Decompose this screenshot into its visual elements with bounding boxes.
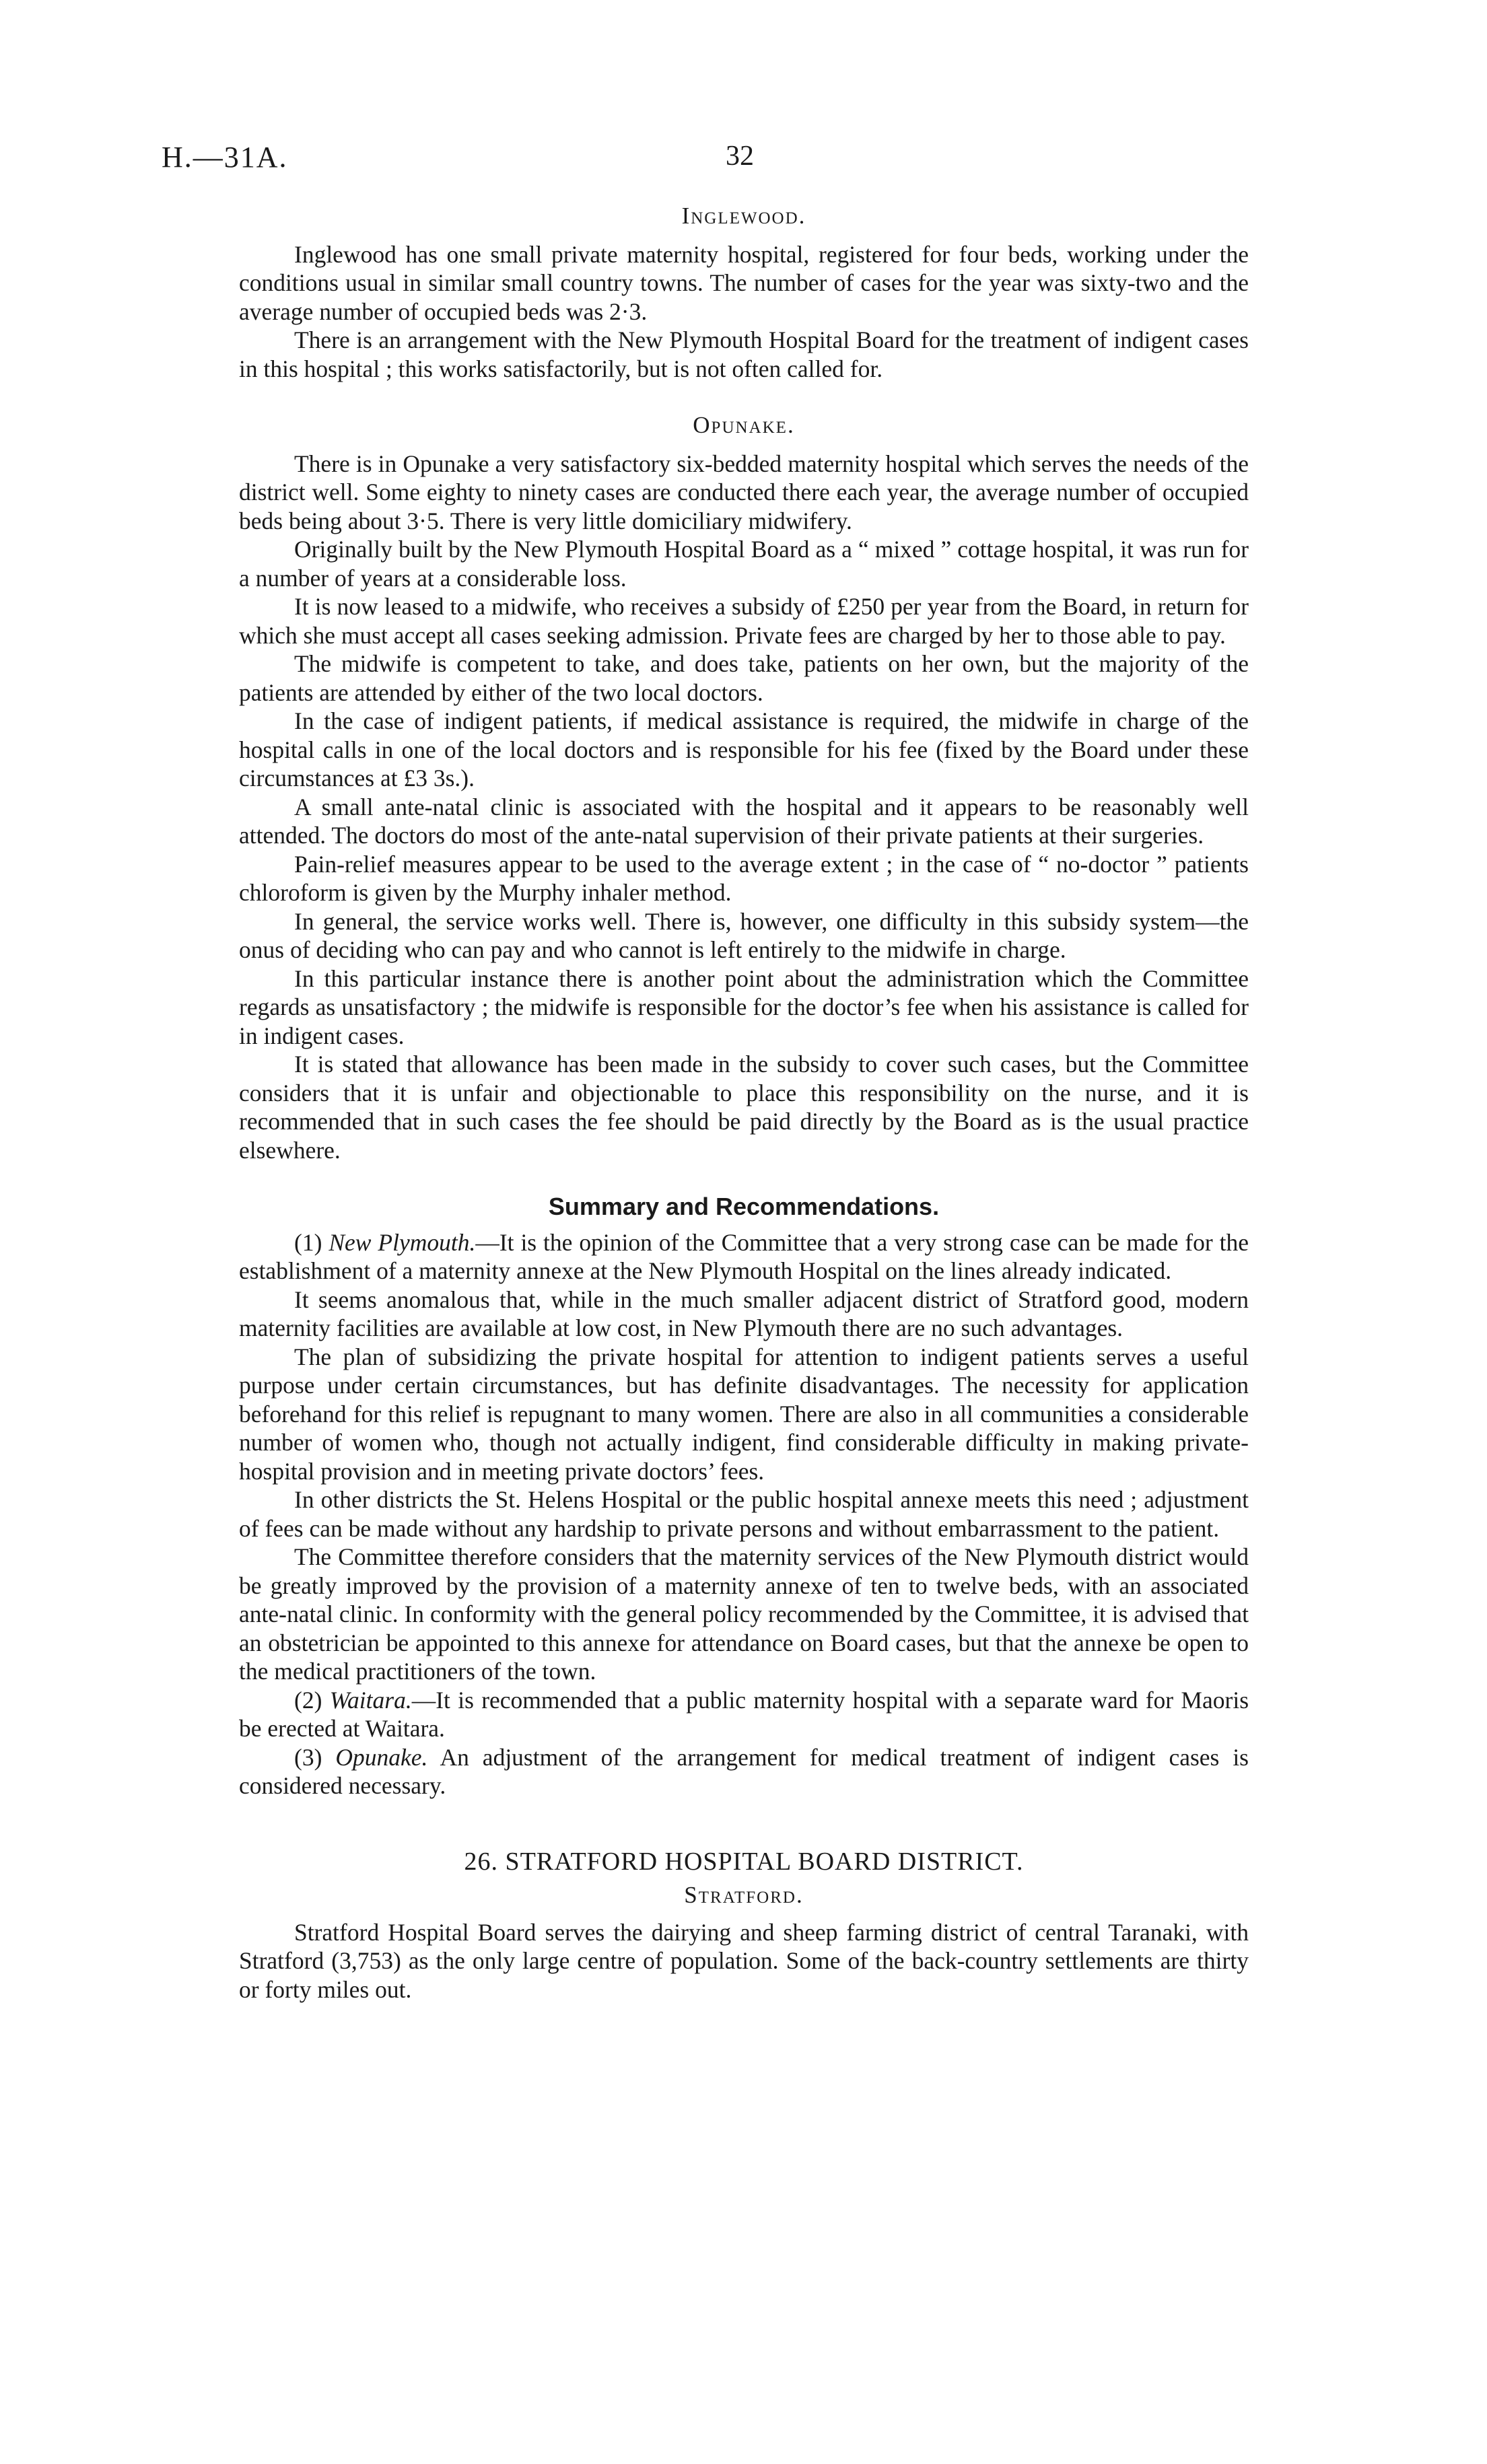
section-heading-opunake: Opunake.	[693, 412, 795, 438]
document-reference: H.—31A.	[162, 141, 288, 174]
section-heading-summary: Summary and Recommendations.	[548, 1193, 940, 1220]
paragraph: In general, the service works well. There is, however, one difficulty in this subsidy system—the onus of deciding who can pay and who cannot is left entirely to the midwife in charge.	[239, 907, 1249, 963]
recommendation-3	[239, 1743, 1249, 1800]
page-number: 32	[726, 141, 754, 172]
paragraph: There is in Opunake a very satisfactory six-bedded maternity hospital which serves the needs of the district well. Some eighty to ninety cases are conducted there each year, the average number of occupied beds being about 3·5. There is very little domiciliary midwifery.	[239, 450, 1249, 534]
recommendation-number: (2)	[294, 1686, 322, 1714]
paragraph: Pain-relief measures appear to be used to the average extent ; in the case of “ no-doctor ” patients chloroform is given by the Murphy inhaler method.	[239, 850, 1249, 906]
paragraph: Stratford Hospital Board serves the dairying and sheep farming district of central Taranaki, with Stratford (3,753) as the only large centre of population. Some of the back-country settlements are thirty or forty miles out.	[239, 1918, 1249, 2003]
section-heading-inglewood: Inglewood.	[681, 203, 806, 229]
recommendation-number: (1)	[294, 1228, 322, 1256]
recommendation-1	[239, 1228, 1249, 1286]
paragraph: In the case of indigent patients, if medical assistance is required, the midwife in charge of the hospital calls in one of the local doctors and is responsible for his fee (fixed by the Board under these circumstances at £3 3s.).	[239, 707, 1249, 791]
paragraph: The midwife is competent to take, and does take, patients on her own, but the majority of the patients are attended by either of the two local doctors.	[239, 650, 1249, 706]
paragraph: There is an arrangement with the New Plymouth Hospital Board for the treatment of indigent cases in this hospital ; this works satisfactorily, but is not often called for.	[239, 326, 1249, 382]
page-body	[239, 202, 1249, 2004]
recommendation-label: New Plymouth.	[328, 1228, 476, 1256]
paragraph: Originally built by the New Plymouth Hospital Board as a “ mixed ” cottage hospital, it was run for a number of years at a considerable loss.	[239, 536, 1249, 592]
recommendation-text: —It is recommended that a public maternity hospital with a separate ward for Maoris be erected at Waitara.	[239, 1686, 1249, 1742]
recommendation-number: (3)	[294, 1743, 322, 1771]
paragraph: A small ante-natal clinic is associated with the hospital and it appears to be reasonably well attended. The doctors do most of the ante-natal supervision of their private patients at their surgeries.	[239, 793, 1249, 849]
paragraph: It is stated that allowance has been made in the subsidy to cover such cases, but the Committee considers that it is unfair and objectionable to place this responsibility on the nurse, and it is recommended that in such cases the fee should be paid directly by the Board as is the usual practice elsewhere.	[239, 1051, 1249, 1164]
paragraph: The plan of subsidizing the private hospital for attention to indigent patients serves a useful purpose under certain circumstances, but has definite disadvantages. The necessity for application beforehand for this relief is repugnant to many women. There are also in all communities a considerable number of women who, though not actually indigent, find considerable difficulty in making private-hospital provision and in meeting private doctors’ fees.	[239, 1343, 1249, 1485]
paragraph: The Committee therefore considers that the maternity services of the New Plymouth district would be greatly improved by the provision of a maternity annexe of ten to twelve beds, with an associated ante-natal clinic. In conformity with the general policy recommended by the Committee, it is advised that an obstetrician be appointed to this annexe for attendance on Board cases, but that the annexe be open to the medical practitioners of the town.	[239, 1543, 1249, 1685]
recommendation-label: Waitara.	[329, 1686, 412, 1714]
paragraph: Inglewood has one small private maternity hospital, registered for four beds, working under the conditions usual in similar small country towns. The number of cases for the year was sixty-two and the average number of occupied beds was 2·3.	[239, 240, 1249, 325]
recommendation-2	[239, 1686, 1249, 1743]
section-heading-stratford: Stratford.	[684, 1882, 804, 1908]
paragraph: It seems anomalous that, while in the much smaller adjacent district of Stratford good, modern maternity facilities are available at low cost, in New Plymouth there are no such advantages.	[239, 1286, 1249, 1341]
recommendation-label: Opunake.	[335, 1743, 428, 1771]
district-heading-stratford: 26. STRATFORD HOSPITAL BOARD DISTRICT.	[464, 1847, 1024, 1876]
paragraph: It is now leased to a midwife, who receives a subsidy of £250 per year from the Board, in return for which she must accept all cases seeking admission. Private fees are charged by her to those able to pay.	[239, 593, 1249, 649]
paragraph: In other districts the St. Helens Hospital or the public hospital annexe meets this need ; adjustment of fees can be made without any hardship to private persons and without embarrassment to the patient.	[239, 1486, 1249, 1542]
paragraph: In this particular instance there is another point about the administration which the Committee regards as unsatisfactory ; the midwife is responsible for the doctor’s fee when his assistance is called for in indigent cases.	[239, 964, 1249, 1049]
recommendation-text: —It is the opinion of the Committee that a very strong case can be made for the establishment of a maternity annexe at the New Plymouth Hospital on the lines already indicated.	[239, 1228, 1249, 1284]
recommendation-text: An adjustment of the arrangement for medical treatment of indigent cases is considered necessary.	[239, 1743, 1249, 1799]
